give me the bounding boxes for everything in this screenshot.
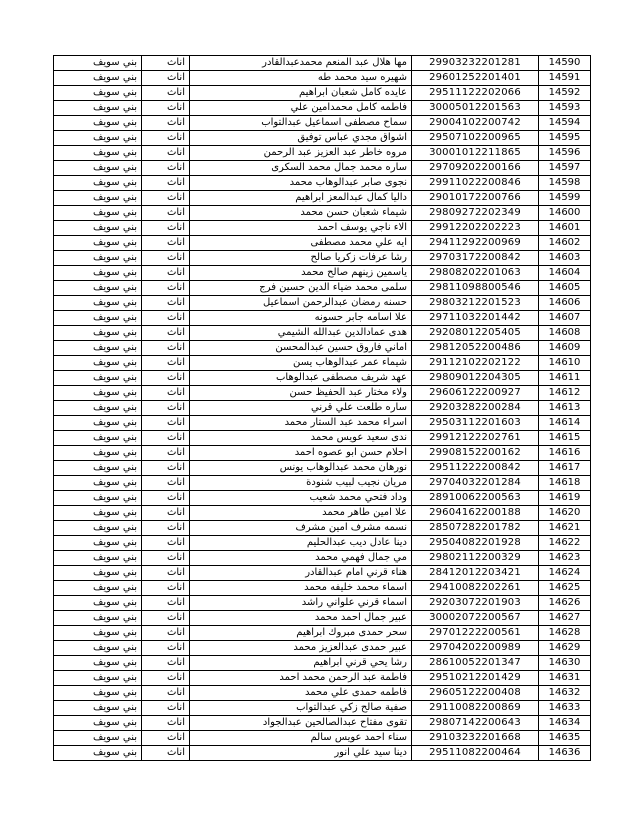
full-name-cell: سماح مصطفى اسماعيل عبدالتواب — [190, 116, 412, 131]
gender-cell: اناث — [142, 341, 190, 356]
gender-cell: اناث — [142, 611, 190, 626]
national-id-cell: 29504082201928 — [412, 536, 539, 551]
table-row — [54, 596, 591, 611]
table-row — [54, 611, 591, 626]
serial-number-cell: 14617 — [539, 461, 591, 476]
table-row — [54, 416, 591, 431]
gender-cell: اناث — [142, 176, 190, 191]
full-name-cell: عهد شريف مصطفى عبدالوهاب — [190, 371, 412, 386]
table-row — [54, 311, 591, 326]
table-row — [54, 566, 591, 581]
governorate-cell: بني سويف — [54, 206, 142, 221]
full-name-cell: نسمه مشرف امين مشرف — [190, 521, 412, 536]
national-id-cell: 29511122202066 — [412, 86, 539, 101]
governorate-cell: بني سويف — [54, 731, 142, 746]
roster-table-body — [54, 56, 591, 761]
table-row — [54, 401, 591, 416]
serial-number-cell: 14612 — [539, 386, 591, 401]
table-row — [54, 86, 591, 101]
full-name-cell: هناء قرني امام عبدالقادر — [190, 566, 412, 581]
full-name-cell: عبير جمال احمد محمد — [190, 611, 412, 626]
national-id-cell: 29703172200842 — [412, 251, 539, 266]
gender-cell: اناث — [142, 296, 190, 311]
full-name-cell: داليا كمال عبدالمعز ابراهيم — [190, 191, 412, 206]
governorate-cell: بني سويف — [54, 476, 142, 491]
gender-cell: اناث — [142, 596, 190, 611]
table-row — [54, 731, 591, 746]
serial-number-cell: 14602 — [539, 236, 591, 251]
gender-cell: اناث — [142, 626, 190, 641]
full-name-cell: شيماء عمر عبدالوهاب يسن — [190, 356, 412, 371]
national-id-cell: 29004102200742 — [412, 116, 539, 131]
full-name-cell: مي جمال فهمي محمد — [190, 551, 412, 566]
governorate-cell: بني سويف — [54, 311, 142, 326]
table-row — [54, 356, 591, 371]
serial-number-cell: 14615 — [539, 431, 591, 446]
table-row — [54, 551, 591, 566]
full-name-cell: حسنه رمضان عبدالرحمن اسماعيل — [190, 296, 412, 311]
governorate-cell: بني سويف — [54, 581, 142, 596]
full-name-cell: علا امين طاهر محمد — [190, 506, 412, 521]
full-name-cell: سلمى محمد ضياء الدين حسين فرج — [190, 281, 412, 296]
national-id-cell: 29606122200927 — [412, 386, 539, 401]
full-name-cell: نجوى صابر عبدالوهاب محمد — [190, 176, 412, 191]
serial-number-cell: 14609 — [539, 341, 591, 356]
table-row — [54, 146, 591, 161]
national-id-cell: 29701222200561 — [412, 626, 539, 641]
full-name-cell: دينا عادل ديب عبدالحليم — [190, 536, 412, 551]
national-id-cell: 29908152200162 — [412, 446, 539, 461]
governorate-cell: بني سويف — [54, 641, 142, 656]
serial-number-cell: 14604 — [539, 266, 591, 281]
full-name-cell: ساره محمد جمال محمد السكرى — [190, 161, 412, 176]
table-row — [54, 236, 591, 251]
table-row — [54, 431, 591, 446]
gender-cell: اناث — [142, 716, 190, 731]
table-row — [54, 506, 591, 521]
national-id-cell: 29807142200643 — [412, 716, 539, 731]
full-name-cell: فاطمة عبد الرحمن محمد احمد — [190, 671, 412, 686]
national-id-cell: 29103232201668 — [412, 731, 539, 746]
national-id-cell: 29802112200329 — [412, 551, 539, 566]
full-name-cell: مها هلال عبد المنعم محمدعبدالقادر — [190, 56, 412, 71]
governorate-cell: بني سويف — [54, 596, 142, 611]
serial-number-cell: 14592 — [539, 86, 591, 101]
governorate-cell: بني سويف — [54, 356, 142, 371]
gender-cell: اناث — [142, 476, 190, 491]
serial-number-cell: 14628 — [539, 626, 591, 641]
full-name-cell: نورهان محمد عبدالوهاب يونس — [190, 461, 412, 476]
gender-cell: اناث — [142, 491, 190, 506]
national-id-cell: 29809272202349 — [412, 206, 539, 221]
table-row — [54, 56, 591, 71]
gender-cell: اناث — [142, 71, 190, 86]
full-name-cell: الاء ناجي يوسف احمد — [190, 221, 412, 236]
governorate-cell: بني سويف — [54, 611, 142, 626]
serial-number-cell: 14595 — [539, 131, 591, 146]
governorate-cell: بني سويف — [54, 716, 142, 731]
governorate-cell: بني سويف — [54, 176, 142, 191]
governorate-cell: بني سويف — [54, 236, 142, 251]
serial-number-cell: 14621 — [539, 521, 591, 536]
national-id-cell: 28412012203421 — [412, 566, 539, 581]
serial-number-cell: 14634 — [539, 716, 591, 731]
full-name-cell: ندى سعيد عويس محمد — [190, 431, 412, 446]
gender-cell: اناث — [142, 401, 190, 416]
full-name-cell: اسماء قرني علواني راشد — [190, 596, 412, 611]
governorate-cell: بني سويف — [54, 191, 142, 206]
full-name-cell: مريان نجيب لبيب شنودة — [190, 476, 412, 491]
serial-number-cell: 14608 — [539, 326, 591, 341]
serial-number-cell: 14624 — [539, 566, 591, 581]
national-id-cell: 29604162200188 — [412, 506, 539, 521]
gender-cell: اناث — [142, 461, 190, 476]
table-row — [54, 251, 591, 266]
governorate-cell: بني سويف — [54, 536, 142, 551]
serial-number-cell: 14620 — [539, 506, 591, 521]
serial-number-cell: 14591 — [539, 71, 591, 86]
roster-table — [53, 55, 591, 761]
gender-cell: اناث — [142, 386, 190, 401]
national-id-cell: 28610052201347 — [412, 656, 539, 671]
full-name-cell: شهيره سيد محمد طه — [190, 71, 412, 86]
gender-cell: اناث — [142, 326, 190, 341]
table-row — [54, 371, 591, 386]
serial-number-cell: 14636 — [539, 746, 591, 761]
governorate-cell: بني سويف — [54, 281, 142, 296]
table-row — [54, 161, 591, 176]
full-name-cell: فاطمه كامل محمدامين علي — [190, 101, 412, 116]
full-name-cell: ياسمين زينهم صالح محمد — [190, 266, 412, 281]
governorate-cell: بني سويف — [54, 296, 142, 311]
national-id-cell: 29711032201442 — [412, 311, 539, 326]
national-id-cell: 30005012201563 — [412, 101, 539, 116]
gender-cell: اناث — [142, 146, 190, 161]
national-id-cell: 29704032201284 — [412, 476, 539, 491]
full-name-cell: تقوى مفتاح عبدالصالحين عبدالجواد — [190, 716, 412, 731]
table-row — [54, 626, 591, 641]
full-name-cell: اسراء محمد عبد الستار محمد — [190, 416, 412, 431]
serial-number-cell: 14623 — [539, 551, 591, 566]
governorate-cell: بني سويف — [54, 56, 142, 71]
governorate-cell: بني سويف — [54, 221, 142, 236]
national-id-cell: 28910062200563 — [412, 491, 539, 506]
national-id-cell: 29112102202122 — [412, 356, 539, 371]
full-name-cell: مروه خاطر عبد العزيز عبد الرحمن — [190, 146, 412, 161]
table-row — [54, 101, 591, 116]
table-row — [54, 116, 591, 131]
governorate-cell: بني سويف — [54, 86, 142, 101]
table-row — [54, 701, 591, 716]
gender-cell: اناث — [142, 701, 190, 716]
serial-number-cell: 14600 — [539, 206, 591, 221]
table-row — [54, 281, 591, 296]
full-name-cell: عايده كامل شعبان ابراهيم — [190, 86, 412, 101]
serial-number-cell: 14622 — [539, 536, 591, 551]
gender-cell: اناث — [142, 746, 190, 761]
table-row — [54, 131, 591, 146]
gender-cell: اناث — [142, 551, 190, 566]
serial-number-cell: 14633 — [539, 701, 591, 716]
serial-number-cell: 14625 — [539, 581, 591, 596]
serial-number-cell: 14598 — [539, 176, 591, 191]
table-row — [54, 446, 591, 461]
governorate-cell: بني سويف — [54, 626, 142, 641]
national-id-cell: 29203072201903 — [412, 596, 539, 611]
national-id-cell: 29803212201523 — [412, 296, 539, 311]
governorate-cell: بني سويف — [54, 386, 142, 401]
gender-cell: اناث — [142, 101, 190, 116]
serial-number-cell: 14631 — [539, 671, 591, 686]
national-id-cell: 29811098800546 — [412, 281, 539, 296]
governorate-cell: بني سويف — [54, 131, 142, 146]
table-row — [54, 461, 591, 476]
governorate-cell: بني سويف — [54, 551, 142, 566]
serial-number-cell: 14599 — [539, 191, 591, 206]
table-row — [54, 746, 591, 761]
table-row — [54, 326, 591, 341]
serial-number-cell: 14626 — [539, 596, 591, 611]
serial-number-cell: 14606 — [539, 296, 591, 311]
national-id-cell: 30002072200567 — [412, 611, 539, 626]
governorate-cell: بني سويف — [54, 401, 142, 416]
gender-cell: اناث — [142, 161, 190, 176]
governorate-cell: بني سويف — [54, 416, 142, 431]
governorate-cell: بني سويف — [54, 116, 142, 131]
national-id-cell: 29601252201401 — [412, 71, 539, 86]
serial-number-cell: 14610 — [539, 356, 591, 371]
table-row — [54, 176, 591, 191]
national-id-cell: 29812052200486 — [412, 341, 539, 356]
national-id-cell: 29507102200965 — [412, 131, 539, 146]
full-name-cell: هدى عمادالدين عبدالله الشيمي — [190, 326, 412, 341]
full-name-cell: علا اسامه جابر حسونه — [190, 311, 412, 326]
national-id-cell: 29203282200284 — [412, 401, 539, 416]
serial-number-cell: 14630 — [539, 656, 591, 671]
table-row — [54, 686, 591, 701]
governorate-cell: بني سويف — [54, 701, 142, 716]
gender-cell: اناث — [142, 566, 190, 581]
national-id-cell: 29912202202223 — [412, 221, 539, 236]
serial-number-cell: 14635 — [539, 731, 591, 746]
table-row — [54, 386, 591, 401]
serial-number-cell: 14611 — [539, 371, 591, 386]
table-row — [54, 221, 591, 236]
serial-number-cell: 14590 — [539, 56, 591, 71]
table-row — [54, 341, 591, 356]
gender-cell: اناث — [142, 281, 190, 296]
governorate-cell: بني سويف — [54, 326, 142, 341]
national-id-cell: 29809012204305 — [412, 371, 539, 386]
table-row — [54, 266, 591, 281]
gender-cell: اناث — [142, 506, 190, 521]
serial-number-cell: 14603 — [539, 251, 591, 266]
governorate-cell: بني سويف — [54, 671, 142, 686]
gender-cell: اناث — [142, 581, 190, 596]
full-name-cell: عبير حمدى عبدالعزيز محمد — [190, 641, 412, 656]
national-id-cell: 29903232201281 — [412, 56, 539, 71]
gender-cell: اناث — [142, 116, 190, 131]
governorate-cell: بني سويف — [54, 161, 142, 176]
full-name-cell: وداد فتحي محمد شعيب — [190, 491, 412, 506]
national-id-cell: 29511082200464 — [412, 746, 539, 761]
table-row — [54, 641, 591, 656]
governorate-cell: بني سويف — [54, 746, 142, 761]
national-id-cell: 29010172200766 — [412, 191, 539, 206]
full-name-cell: رشا يحي قرني ابراهيم — [190, 656, 412, 671]
gender-cell: اناث — [142, 656, 190, 671]
serial-number-cell: 14597 — [539, 161, 591, 176]
serial-number-cell: 14596 — [539, 146, 591, 161]
national-id-cell: 29503112201603 — [412, 416, 539, 431]
serial-number-cell: 14607 — [539, 311, 591, 326]
governorate-cell: بني سويف — [54, 491, 142, 506]
full-name-cell: احلام حسن ابو عصوه احمد — [190, 446, 412, 461]
governorate-cell: بني سويف — [54, 146, 142, 161]
serial-number-cell: 14632 — [539, 686, 591, 701]
serial-number-cell: 14601 — [539, 221, 591, 236]
serial-number-cell: 14613 — [539, 401, 591, 416]
gender-cell: اناث — [142, 536, 190, 551]
governorate-cell: بني سويف — [54, 266, 142, 281]
national-id-cell: 29110082200869 — [412, 701, 539, 716]
full-name-cell: شيماء شعبان حسن محمد — [190, 206, 412, 221]
national-id-cell: 29208012205405 — [412, 326, 539, 341]
table-row — [54, 296, 591, 311]
table-row — [54, 521, 591, 536]
governorate-cell: بني سويف — [54, 341, 142, 356]
table-row — [54, 581, 591, 596]
national-id-cell: 30001012211865 — [412, 146, 539, 161]
governorate-cell: بني سويف — [54, 566, 142, 581]
full-name-cell: رشا عرفات زكريا صالح — [190, 251, 412, 266]
governorate-cell: بني سويف — [54, 431, 142, 446]
full-name-cell: ايه علي محمد مصطفى — [190, 236, 412, 251]
governorate-cell: بني سويف — [54, 686, 142, 701]
national-id-cell: 29605122200408 — [412, 686, 539, 701]
full-name-cell: اشواق مجدي عباس توفيق — [190, 131, 412, 146]
gender-cell: اناث — [142, 311, 190, 326]
national-id-cell: 28507282201782 — [412, 521, 539, 536]
gender-cell: اناث — [142, 221, 190, 236]
full-name-cell: سناء احمد عويس سالم — [190, 731, 412, 746]
national-id-cell: 29912122202761 — [412, 431, 539, 446]
serial-number-cell: 14627 — [539, 611, 591, 626]
full-name-cell: ولاء مختار عبد الحفيظ حسن — [190, 386, 412, 401]
full-name-cell: اماني فاروق حسين عبدالمحسن — [190, 341, 412, 356]
table-row — [54, 491, 591, 506]
full-name-cell: ساره طلعت علي قرني — [190, 401, 412, 416]
national-id-cell: 29410082202261 — [412, 581, 539, 596]
national-id-cell: 29511222200842 — [412, 461, 539, 476]
gender-cell: اناث — [142, 431, 190, 446]
gender-cell: اناث — [142, 371, 190, 386]
gender-cell: اناث — [142, 446, 190, 461]
gender-cell: اناث — [142, 86, 190, 101]
full-name-cell: اسماء محمد خليفه محمد — [190, 581, 412, 596]
national-id-cell: 29709202200166 — [412, 161, 539, 176]
serial-number-cell: 14594 — [539, 116, 591, 131]
full-name-cell: فاطمه حمدى علي محمد — [190, 686, 412, 701]
serial-number-cell: 14605 — [539, 281, 591, 296]
gender-cell: اناث — [142, 266, 190, 281]
gender-cell: اناث — [142, 731, 190, 746]
governorate-cell: بني سويف — [54, 101, 142, 116]
full-name-cell: سحر حمدى مبروك ابراهيم — [190, 626, 412, 641]
table-row — [54, 206, 591, 221]
gender-cell: اناث — [142, 191, 190, 206]
table-row — [54, 716, 591, 731]
full-name-cell: دينا سيد علي انور — [190, 746, 412, 761]
table-row — [54, 671, 591, 686]
national-id-cell: 29510212201429 — [412, 671, 539, 686]
governorate-cell: بني سويف — [54, 461, 142, 476]
governorate-cell: بني سويف — [54, 521, 142, 536]
gender-cell: اناث — [142, 641, 190, 656]
national-id-cell: 29808202201063 — [412, 266, 539, 281]
gender-cell: اناث — [142, 56, 190, 71]
gender-cell: اناث — [142, 131, 190, 146]
governorate-cell: بني سويف — [54, 371, 142, 386]
governorate-cell: بني سويف — [54, 506, 142, 521]
governorate-cell: بني سويف — [54, 71, 142, 86]
serial-number-cell: 14619 — [539, 491, 591, 506]
serial-number-cell: 14616 — [539, 446, 591, 461]
governorate-cell: بني سويف — [54, 656, 142, 671]
table-row — [54, 656, 591, 671]
governorate-cell: بني سويف — [54, 446, 142, 461]
gender-cell: اناث — [142, 416, 190, 431]
gender-cell: اناث — [142, 356, 190, 371]
national-id-cell: 29911022200846 — [412, 176, 539, 191]
national-id-cell: 29704202200989 — [412, 641, 539, 656]
gender-cell: اناث — [142, 251, 190, 266]
serial-number-cell: 14593 — [539, 101, 591, 116]
full-name-cell: صفية صالح زكي عبدالتواب — [190, 701, 412, 716]
table-row — [54, 476, 591, 491]
table-row — [54, 536, 591, 551]
serial-number-cell: 14629 — [539, 641, 591, 656]
table-row — [54, 71, 591, 86]
gender-cell: اناث — [142, 206, 190, 221]
national-id-cell: 29411292200969 — [412, 236, 539, 251]
gender-cell: اناث — [142, 671, 190, 686]
serial-number-cell: 14614 — [539, 416, 591, 431]
gender-cell: اناث — [142, 236, 190, 251]
gender-cell: اناث — [142, 521, 190, 536]
serial-number-cell: 14618 — [539, 476, 591, 491]
governorate-cell: بني سويف — [54, 251, 142, 266]
table-row — [54, 191, 591, 206]
gender-cell: اناث — [142, 686, 190, 701]
